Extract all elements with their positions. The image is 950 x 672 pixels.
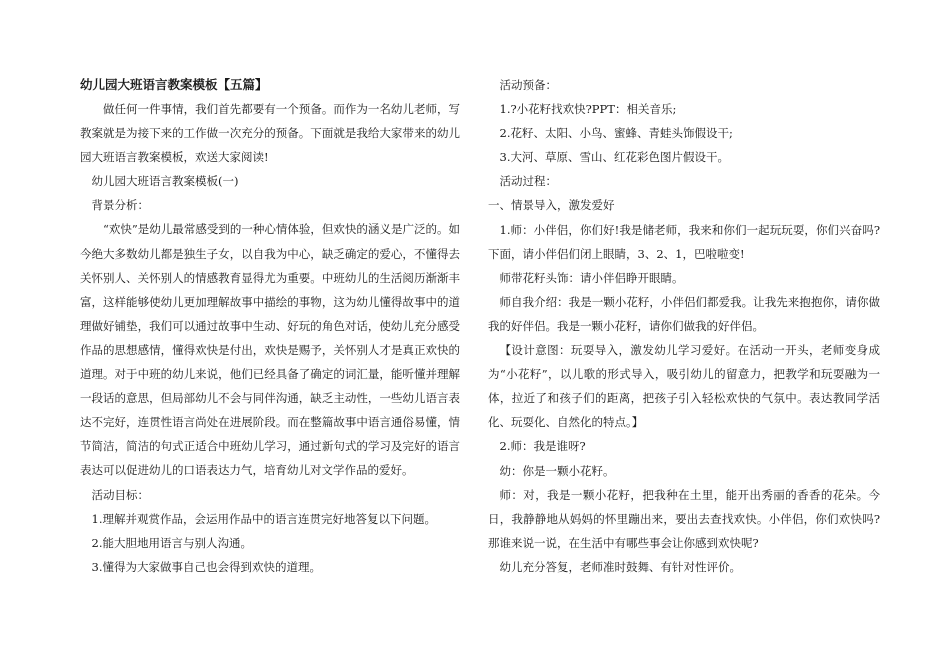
prep-item: 3.大河、草原、雪山、红花彩色图片假设干。 xyxy=(499,150,729,165)
paragraph: 师：对，我是一颗小花籽，把我种在土里，能开出秀丽的香香的花朵。今日，我静静地从妈妈的怀里蹦出来，要出去查找欢快。小伴侣，你们欢快吗?那谁来说一说，在生活中有哪些事会让你感到欢快呢? xyxy=(488,487,880,550)
prep-label: 活动预备： xyxy=(499,78,557,92)
prep-item: 1.?小花籽找欢快?PPT：相关音乐; xyxy=(499,102,677,117)
paragraph: 1.师：小伴侣，你们好!我是储老师，我来和你们一起玩玩耍，你们兴奋吗?下面，请小伴侣们闭上眼睛，3、2、1，巴啦啦变! xyxy=(488,222,880,261)
goals-label: 活动目标： xyxy=(91,487,149,502)
goal-item: 2.能大胆地用语言与别人沟通。 xyxy=(91,535,252,550)
paragraph: 幼：你是一颗小花籽。 xyxy=(499,463,615,478)
goal-item: 3.懂得为大家做事自己也会得到欢快的道理。 xyxy=(91,559,321,574)
background-label: 背景分析： xyxy=(91,198,149,213)
paragraph: 2.师：我是谁呀? xyxy=(499,439,586,454)
background-paragraph: “欢快”是幼儿最常感受到的一种心情体验，但欢快的涵义是广泛的。如今绝大多数幼儿都是独生子女，以自我为中心，缺乏确定的爱心，不懂得去关怀别人、关怀别人的情感教育显得尤为重要。中班幼儿的生活阅历渐渐丰富，这样能够使幼儿更加理解故事中描绘的事物，这为幼儿懂得故事中的道理做好铺垫，我们可以通过故事中生动、好玩的角色对话，使幼儿充分感受作品的思想感情，懂得欢快是付出，欢快是赐予，关怀别人才是真正欢快的道理。对于中班的幼儿来说，他们已经具备了确定的词汇量，能听懂并理解一段话的意思，但局部幼儿不会与同伴沟通，缺乏主动性，一些幼儿语言表达不完好，连贯性语言尚处在进展阶段。而在整篇故事中语言通俗易懂，情节简洁，简洁的句式正适合中班幼儿学习，通过新句式的学习及完好的语言表达可以促进幼儿的口语表达力气，培育幼儿对文学作品的爱好。 xyxy=(80,222,460,478)
section-title: 幼儿园大班语言教案模板(一) xyxy=(91,174,239,189)
design-intent-paragraph: 【设计意图：玩耍导入，激发幼儿学习爱好。在活动一开头，老师变身成为“小花籽”，以儿歌的形式导入，吸引幼儿的留意力，把教学和玩耍融为一体，拉近了和孩子们的距离，把孩子引入轻松欢快的气氛中。表达教同学活化、玩耍化、自然化的特点。】 xyxy=(488,343,880,430)
process-label: 活动过程： xyxy=(499,174,557,189)
left-column xyxy=(80,73,460,579)
prep-item: 2.花籽、太阳、小鸟、蜜蜂、青蛙头饰假设干; xyxy=(499,126,733,141)
goal-item: 1.理解并观赏作品，会运用作品中的语言连贯完好地答复以下问题。 xyxy=(91,511,436,526)
document-title: 幼儿园大班语言教案模板【五篇】 xyxy=(80,77,268,92)
right-column xyxy=(488,73,880,579)
paragraph: 师带花籽头饰：请小伴侣睁开眼睛。 xyxy=(499,270,684,285)
intro-paragraph: 做任何一件事情，我们首先都要有一个预备。而作为一名幼儿老师，写教案就是为接下来的工作做一次充分的预备。下面就是我给大家带来的幼儿园大班语言教案模板，欢送大家阅读! xyxy=(80,102,460,165)
paragraph: 幼儿充分答复，老师准时鼓舞、有针对性评价。 xyxy=(499,559,741,574)
paragraph: 师自我介绍：我是一颗小花籽，小伴侣们都爱我。让我先来抱抱你，请你做我的好伴侣。我是一颗小花籽，请你们做我的好伴侣。 xyxy=(488,294,880,333)
step-title: 一、情景导入，激发爱好 xyxy=(488,198,615,213)
